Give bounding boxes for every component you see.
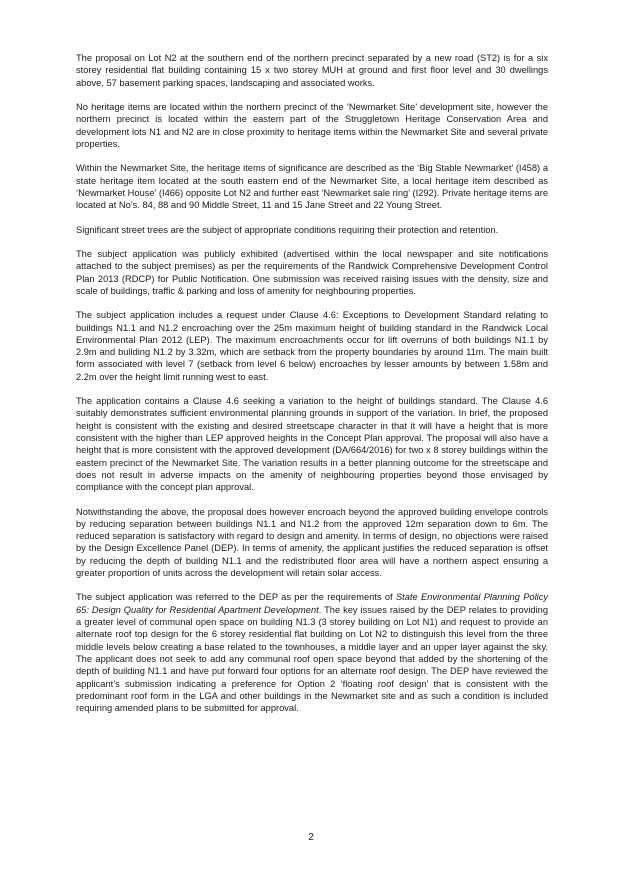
paragraph-building-separation: Notwithstanding the above, the proposal does however encroach beyond the approved building envelope controls by reducing separation between buildings N1.1 and N1.2 from the approved 12m separation down to 6m. The reduced separation is satisfactory with regard to design and amenity. In terms of design, no objections were raised by the Design Excellence Panel (DEP). In terms of amenity, the applicant justifies the reduced separation is offset by reducing the depth of building N1.1 and the redistributed floor area will have a northern aspect ensuring a greater proportion of units across the development will retain solar access.: [76, 506, 548, 579]
paragraph-clause-4-6-request: The subject application includes a request under Clause 4.6: Exceptions to Development Standard relating to buildings N1.1 and N1.2 encroaching over the 25m maximum height of building standard in the Randwick Local Environmental Plan 2012 (LEP). The maximum encroachments occur for lift overruns of both buildings N1.1 by 2.9m and building N1.2 by 3.32m, which are setback from the property boundaries by around 11m. The main built form associated with level 7 (setback from level 6 below) encroaches by lesser amounts by between 1.58m and 2.2m over the height limit running west to east.: [76, 310, 548, 382]
sepp-65-title: State Environmental Planning Policy 65: Design Quality for Residential Apartment Development: [76, 592, 549, 615]
paragraph-clause-4-6-variation: The application contains a Clause 4.6 seeking a variation to the height of buildings standard. The Clause 4.6 suitably demonstrates sufficient environmental planning grounds in support of the variation. In brief, the proposed height is consistent with the existing and desired streetscape character in that it will have a height that is more consistent with the higher than LEP approved heights in the Concept Plan approval. The proposal will also have a height that is more consistent with the approved development (DA/664/2016) for two x 8 storey buildings within the eastern precinct of the Newmarket Site. The variation results in a better planning outcome for the streetscape and does not result in adverse impacts on the amenity of neighbouring properties beyond those envisaged by compliance with the concept plan approval.: [76, 396, 548, 493]
paragraph-dep-referral: [76, 591, 548, 714]
dep-text-start: The subject application was referred to the DEP as per the requirements of: [76, 592, 396, 603]
paragraph-heritage-northern-precinct: No heritage items are located within the northern precinct of the ‘Newmarket Site’ development site, however the northern precinct is located within the eastern part of the Struggletown Heritage Conservation Area and development lots N1 and N2 are in close proximity to heritage items within the Newmarket Site and several private properties.: [76, 101, 548, 149]
paragraph-street-trees: Significant street trees are the subject of appropriate conditions requiring their protection and retention.: [76, 224, 499, 235]
paragraph-lot-n2-proposal: The proposal on Lot N2 at the southern end of the northern precinct separated by a new road (ST2) is for a six storey residential flat building containing 15 x two storey MUH at ground and first floor level and 30 dwellings above, 57 basement parking spaces, landscaping and associated works.: [76, 53, 548, 88]
paragraph-heritage-items: Within the Newmarket Site, the heritage items of significance are described as the ‘Big Stable Newmarket’ (I458) a state heritage item located at the south eastern end of the Newmarket Site, a local heritage item described as ‘Newmarket House’ (I466) opposite Lot N2 and further east ‘Newmarket sale ring’ (I292). Private heritage items are located at No’s. 84, 88 and 90 Middle Street, 11 and 15 Jane Street and 22 Young Street.: [76, 163, 548, 211]
body-text: [76, 52, 548, 727]
page-number: 2: [308, 832, 314, 843]
dep-text-end: . The key issues raised by the DEP relates to providing a greater level of communal open space on building N1.3 (3 storey building on Lot N1) and request to provide an alternate roof top design for the 6 storey residential flat building on Lot N2 to distinguish this level from the three middle levels below creating a base related to the townhouses, a middle layer and an upper layer against the sky. The applicant does not seek to add any communal roof open space beyond that added by the shortening of the depth of building N1.1 and have put forward four options for an alternate roof design. The DEP have reviewed the applicant’s submission indicating a preference for Option 2 ‘floating roof design’ that is consistent with the predominant roof form in the LGA and other buildings in the Newmarket site and as such a condition is included requiring amended plans to be submitted for approval.: [76, 604, 548, 714]
paragraph-public-exhibition: The subject application was publicly exhibited (advertised within the local newspaper and site notifications attached to the subject premises) as per the requirements of the Randwick Comprehensive Development Control Plan 2013 (RDCP) for Public Notification. One submission was received raising issues with the density, size and scale of buildings, traffic & parking and loss of amenity for neighbouring properties.: [76, 248, 548, 296]
